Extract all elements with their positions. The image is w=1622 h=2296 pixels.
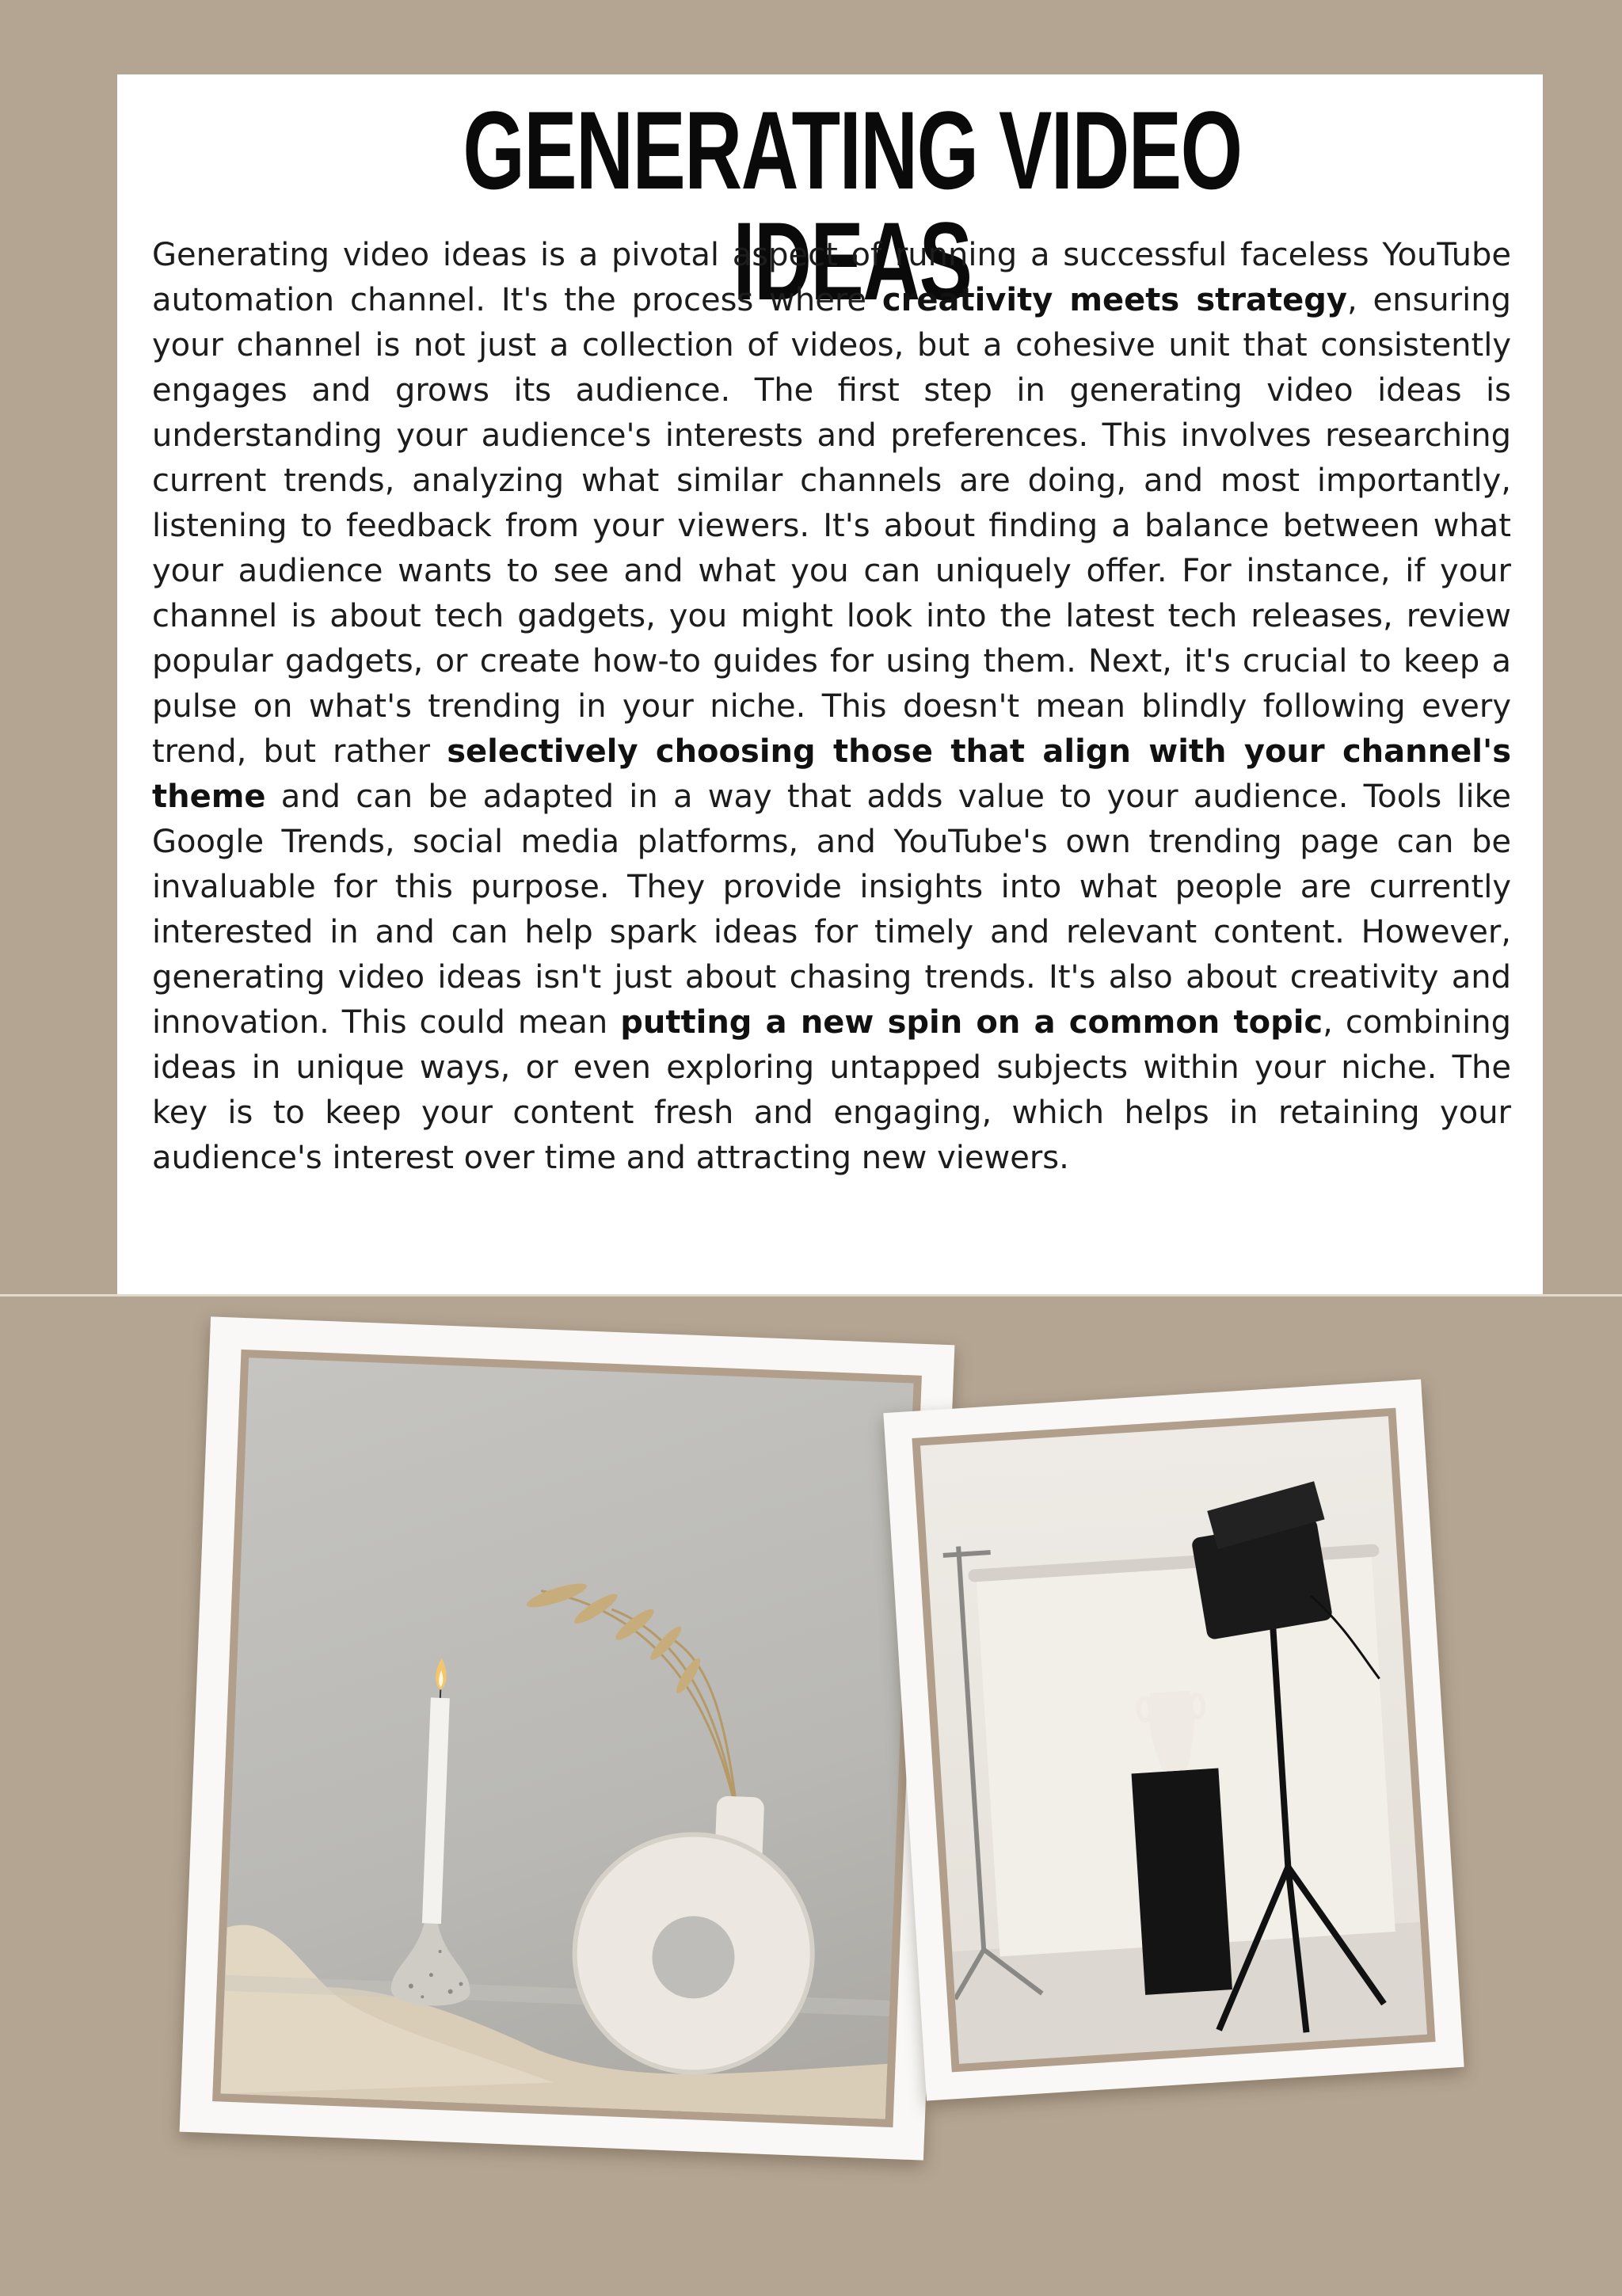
- photo-frame-candle-vase: [180, 1316, 955, 2160]
- candle-and-ceramic-vase-photo: [220, 1357, 913, 2119]
- photo-frame-studio-light: [883, 1380, 1464, 2101]
- content-card: [117, 74, 1543, 1294]
- paragraph-text-1: Generating video ideas is a pivotal aspect of running a successful faceless YouTube automation channel. It's the process where: [152, 237, 1511, 318]
- page-title: GENERATING VIDEO IDEAS: [463, 88, 1242, 323]
- bold-phrase-3: putting a new spin on a common topic: [620, 1004, 1323, 1041]
- section-divider: [0, 1294, 1622, 1296]
- studio-light-and-vase-photo: [920, 1416, 1427, 2064]
- paragraph-text-2: , ensuring your channel is not just a collection of videos, but a cohesive unit that consistently engages and grows its audience. The first step in generating video ideas is understanding your audience's interests and preferences. This involves researching current trends, analyzing what similar channels are doing, and most importantly, listening to feedback from your viewers. It's about finding a balance between what your audience wants to see and what you can uniquely offer. For instance, if your channel is about tech gadgets, you might look into the latest tech releases, review popular gadgets, or create how-to guides for using them. Next, it's crucial to keep a pulse on what's trending in your niche. This doesn't mean blindly following every trend, but rather: [152, 282, 1511, 770]
- paragraph-text-3: and can be adapted in a way that adds value to your audience. Tools like Google Trends, social media platforms, and YouTube's own trending page can be invaluable for this purpose. They provide insights into what people are currently interested in and can help spark ideas for timely and relevant content. However, generating video ideas isn't just about chasing trends. It's also about creativity and innovation. This could mean: [152, 779, 1511, 1041]
- body-paragraph: [152, 233, 1511, 1181]
- bold-phrase-1: creativity meets strategy: [881, 282, 1347, 318]
- paragraph-text-4: , combining ideas in unique ways, or even exploring untapped subjects within your niche. The key is to keep your content fresh and engaging, which helps in retaining your audience's interest over time and attracting new viewers.: [152, 1004, 1511, 1176]
- bold-phrase-2: selectively choosing those that align with your channel's theme: [152, 733, 1511, 815]
